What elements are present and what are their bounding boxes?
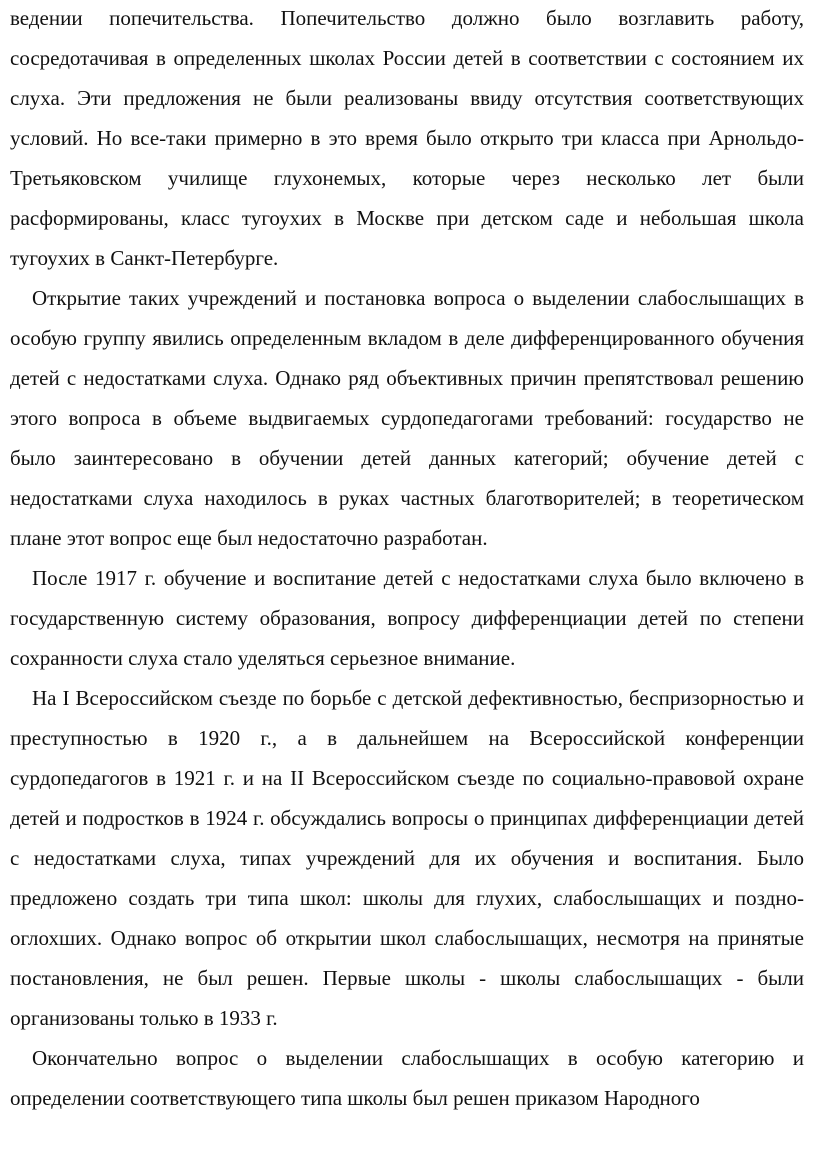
paragraph-5: Окончательно вопрос о выделении слабослышащих в особую категорию и определении соответствующего типа школы был решен приказом Народного [10,1046,804,1110]
paragraph-4: На I Всероссийском съезде по борьбе с детской дефективностью, беспризорностью и преступностью в 1920 г., а в дальнейшем на Всероссийской конференции сурдопедагогов в 1921 г. и на II Всероссийском съезде по социально-правовой охране детей и подростков в 1924 г. обсуждались вопросы о принципах дифференциации детей с недостатками слуха, типах учреждений для их обучения и воспитания. Было предложено создать три типа школ: школы для глухих, слабослышащих и поздно-оглохших. Однако вопрос об открытии школ слабослышащих, несмотря на принятые постановления, не был решен. Первые школы - школы слабослышащих - были организованы только в 1933 г. [10,686,804,1030]
document-page [10,0,804,1118]
paragraph-3: После 1917 г. обучение и воспитание детей с недостатками слуха было включено в государственную систему образования, вопросу дифференциации детей по степени сохранности слуха стало уделяться серьезное внимание. [10,566,804,670]
paragraph-2: Открытие таких учреждений и постановка вопроса о выделении слабослышащих в особую группу явились определенным вкладом в деле дифференцированного обучения детей с недостатками слуха. Однако ряд объективных причин препятствовал решению этого вопроса в объеме выдвигаемых сурдопедагогами требований: государство не было заинтересовано в обучении детей данных категорий; обучение детей с недостатками слуха находилось в руках частных благотворителей; в теоретическом плане этот вопрос еще был недостаточно разработан. [10,286,804,550]
paragraph-1: ведении попечительства. Попечительство должно было возглавить работу, сосредотачивая в определенных школах России детей в соответствии с состоянием их слуха. Эти предложения не были реализованы ввиду отсутствия соответствующих условий. Но все-таки примерно в это время было открыто три класса при Арнольдо-Третьяковском училище глухонемых, которые через несколько лет были расформированы, класс тугоухих в Москве при детском саде и небольшая школа тугоухих в Санкт-Петербурге. [10,6,804,270]
